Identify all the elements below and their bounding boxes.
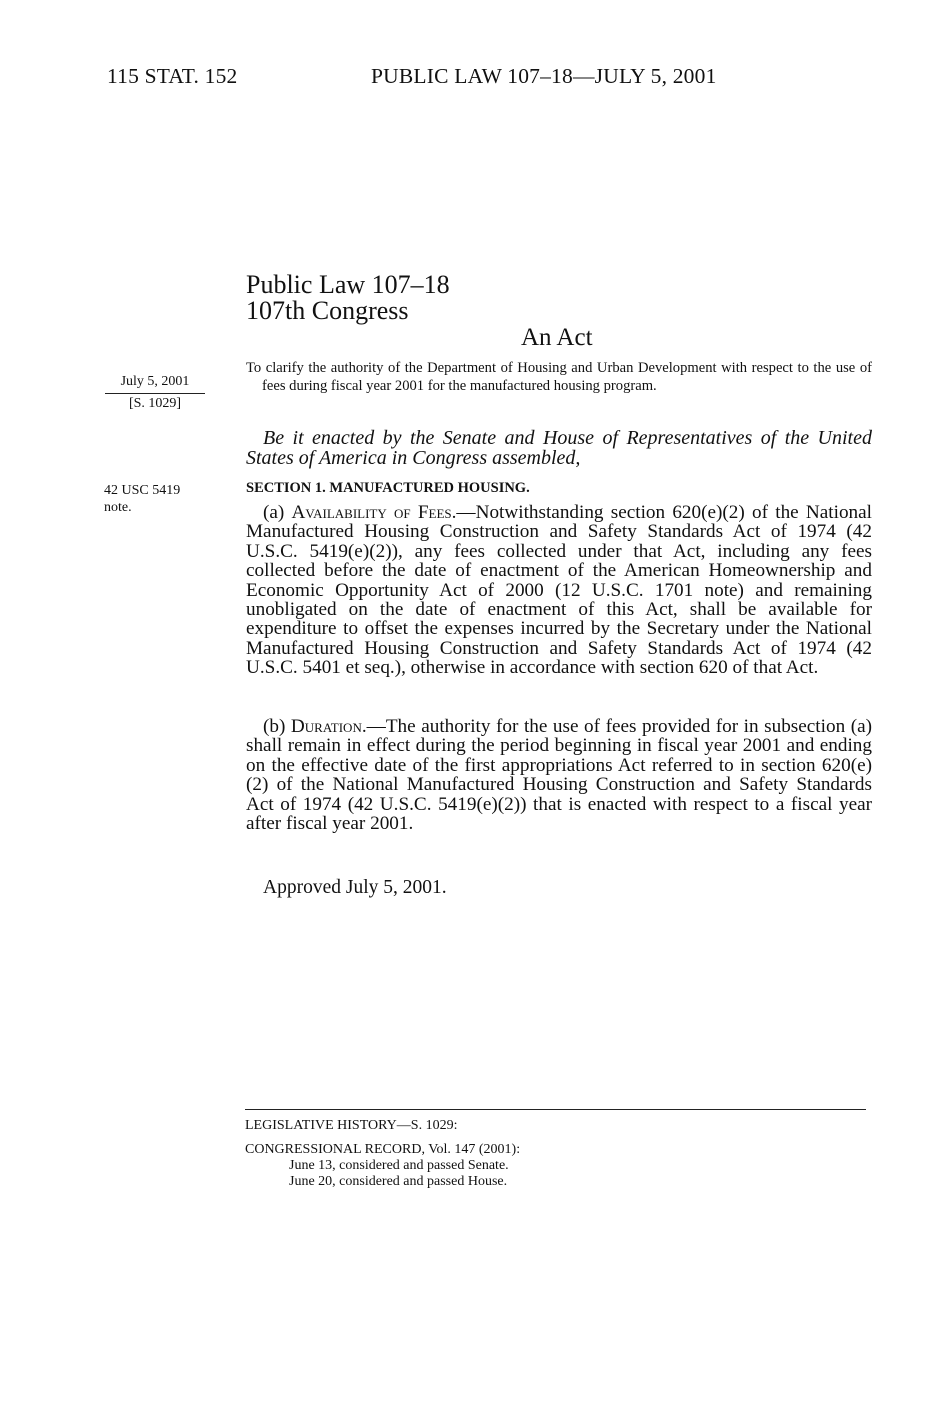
margin-usc-note bbox=[104, 482, 224, 516]
legislative-history-title: LEGISLATIVE HISTORY—S. 1029: bbox=[245, 1118, 458, 1133]
subsection-b-label: (b) bbox=[263, 716, 291, 737]
history-action: June 13, considered and passed Senate. bbox=[289, 1158, 509, 1173]
congress: 107th Congress bbox=[246, 296, 409, 325]
subsection-a-text: .—Notwithstanding section 620(e)(2) of the National Manufactured Housing Construction and Safety Standards Act of 1974 (42 U.S.C. 5419(e)(2)), any fees collected under that Act, including any fees collected before the date of enactment of the American Homeownership and Economic Opportunity Act of 2000 (12 U.S.C. 1701 note) and remaining unobligated on the date of enactment of this Act, shall be available for expenditure to offset the expenses incurred by the Secretary under the National Manufactured Housing Construction and Safety Standards Act of 1974 (42 U.S.C. 5401 et seq.), otherwise in accordance with section 620 of that Act. bbox=[246, 502, 872, 679]
purpose: To clarify the authority of the Department of Housing and Urban Development with respect to the use of fees during fiscal year 2001 for the manufactured housing program. bbox=[246, 360, 872, 394]
subsection-a-label: (a) bbox=[263, 502, 292, 523]
margin-bill: [S. 1029] bbox=[128, 396, 182, 411]
page-number: 115 STAT. 152 bbox=[107, 64, 238, 88]
margin-date-note bbox=[105, 372, 205, 414]
subsection-b-caption: Duration bbox=[290, 716, 362, 737]
section-heading: SECTION 1. MANUFACTURED HOUSING. bbox=[246, 480, 530, 496]
subsection-a-caption: Availability of Fees bbox=[291, 502, 452, 523]
running-head-law: PUBLIC LAW 107–18—JULY 5, 2001 bbox=[371, 64, 717, 88]
approval-line: Approved July 5, 2001. bbox=[263, 877, 447, 898]
act-label: An Act bbox=[521, 324, 593, 351]
subsection-a bbox=[246, 503, 872, 678]
history-action: June 20, considered and passed House. bbox=[289, 1174, 508, 1189]
history-rule bbox=[245, 1109, 866, 1110]
enacting-clause: Be it enacted by the Senate and House of Representatives of the United States of America in Congress assembled, bbox=[246, 427, 872, 469]
law-number: Public Law 107–18 bbox=[246, 270, 450, 299]
margin-date: July 5, 2001 bbox=[120, 374, 190, 389]
margin-usc-line1: 42 USC 5419 bbox=[104, 483, 181, 498]
congressional-record: CONGRESSIONAL RECORD, Vol. 147 (2001): bbox=[245, 1142, 521, 1157]
margin-usc-line2: note. bbox=[104, 500, 132, 515]
subsection-b-text: .—The authority for the use of fees provided for in subsection (a) shall remain in effect during the period beginning in fiscal year 2001 and ending on the effective date of the first appropriations Act referred to in section 620(e)(2) of the National Manufactured Housing Construction and Safety Standards Act of 1974 (42 U.S.C. 5419(e)(2)) that is enacted with respect to a fiscal year after fiscal year 2001. bbox=[246, 716, 872, 835]
subsection-b bbox=[246, 717, 872, 833]
